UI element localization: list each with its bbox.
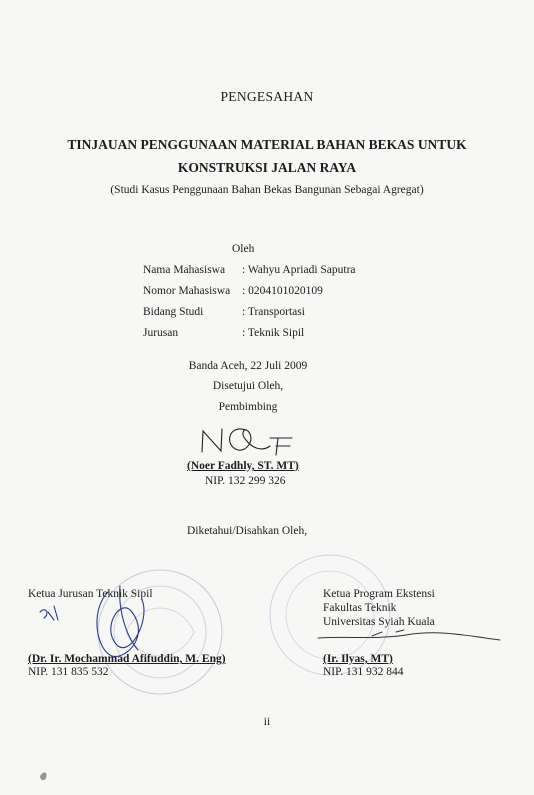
acknowledged-by-label: Diketahui/Disahkan Oleh, bbox=[187, 525, 308, 537]
supervisor-label: Pembimbing bbox=[218, 401, 278, 413]
page-number: ii bbox=[263, 716, 271, 728]
left-signatory-title: Ketua Jurusan Teknik Sipil bbox=[28, 588, 153, 600]
thesis-subtitle: (Studi Kasus Penggunaan Bahan Bekas Bangunan Sebagai Agregat) bbox=[110, 184, 424, 196]
right-signatory-title-line-1: Ketua Program Ekstensi bbox=[323, 588, 435, 600]
right-signatory-nip: NIP. 131 932 844 bbox=[323, 666, 404, 678]
supervisor-name: (Noer Fadhly, ST. MT) bbox=[187, 460, 299, 472]
left-signatory-name: (Dr. Ir. Mochammad Afifuddin, M. Eng) bbox=[28, 653, 226, 665]
student-name-value: : Wahyu Apriadi Saputra bbox=[242, 264, 356, 276]
left-signatory-nip: NIP. 131 835 532 bbox=[28, 666, 109, 678]
right-signatory-title-line-2: Fakultas Teknik bbox=[323, 602, 397, 614]
right-signatory-title-line-3: Universitas Syiah Kuala bbox=[323, 616, 435, 628]
field-of-study-label: Bidang Studi bbox=[143, 306, 204, 318]
department-label: Jurusan bbox=[143, 327, 179, 339]
department-value: : Teknik Sipil bbox=[242, 327, 305, 339]
supervisor-nip: NIP. 132 299 326 bbox=[205, 475, 286, 487]
place-date: Banda Aceh, 22 Juli 2009 bbox=[188, 360, 308, 372]
thesis-title-line-1: TINJAUAN PENGGUNAAN MATERIAL BAHAN BEKAS UNTUK bbox=[67, 137, 467, 152]
student-number-value: : 0204101020109 bbox=[242, 285, 323, 297]
student-name-label: Nama Mahasiswa bbox=[143, 264, 226, 276]
right-signatory-name: (Ir. Ilyas, MT) bbox=[323, 653, 393, 665]
approved-by-label: Disetujui Oleh, bbox=[212, 380, 284, 392]
page-heading: PENGESAHAN bbox=[220, 89, 314, 104]
by-label: Oleh bbox=[232, 243, 255, 255]
thesis-title-line-2: KONSTRUKSI JALAN RAYA bbox=[177, 160, 357, 175]
field-of-study-value: : Transportasi bbox=[242, 306, 305, 318]
student-number-label: Nomor Mahasiswa bbox=[143, 285, 231, 297]
